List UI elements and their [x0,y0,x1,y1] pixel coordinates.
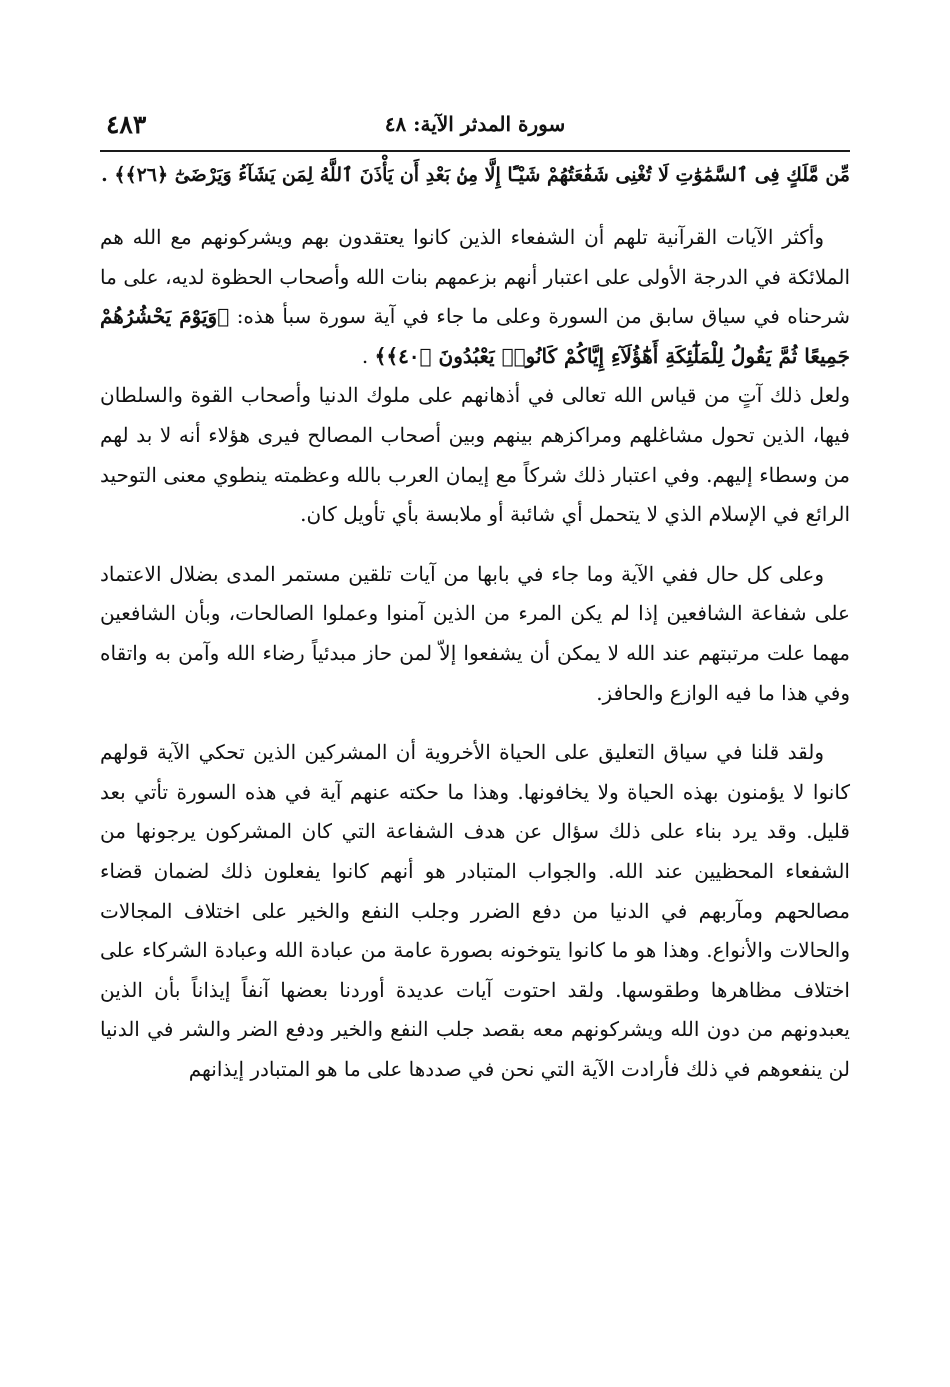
paragraph-1-text: وأكثر الآيات القرآنية تلهم أن الشفعاء الذين كانوا يعتقدون بهم ويشركونهم مع الله هم الملائكة في الدرجة الأولى على اعتبار أنهم بزعمهم بنات الله وأصحاب الحظوة لديه، على ما شرحناه في سياق سابق من السورة وعلى ما جاء في آية سورة سبأ هذه: [100,225,851,329]
page-number: ٤٨٣ [106,110,147,139]
body-text [100,218,850,1109]
paragraph-2: وعلى كل حال ففي الآية وما جاء في بابها من آيات تلقين مستمر المدى بضلال الاعتماد على شفاعة الشافعين إذا لم يكن المرء من الذين آمنوا وعملوا الصالحات، وبأن الشافعين مهما علت مرتبتهم عند الله لا يمكن أن يشفعوا إلاّ لمن حاز مبدئياً رضاء الله وآمن به واتقاه وفي هذا ما فيه الوازع والحافز. [100,561,850,705]
quran-verse-line: مِّن مَّلَكٍ فِى ٱلسَّمَٰوَٰتِ لَا تُغْنِى شَفَٰعَتُهُمْ شَيْـًٔا إِلَّا مِنۢ بَعْدِ أَن يَأْذَنَ ٱللَّهُ لِمَن يَشَآءُ وَيَرْضَىٰٓ ﴿٢٦﴾﴾ . [101,164,850,186]
inline-quran-verse: ﴿وَيَوْمَ يَحْشُرُهُمْ جَمِيعًا ثُمَّ يَقُولُ لِلْمَلَٰٓئِكَةِ أَهَٰٓؤُلَآءِ إِيَّاكُمْ كَانُوا۟ يَعْبُدُونَ ﴿٤٠﴾﴾ [100,304,850,368]
page-header [100,108,850,152]
paragraph-1 [100,218,850,376]
paragraph-3: ولقد قلنا في سياق التعليق على الحياة الأخروية أن المشركين الذين تحكي الآية قولهم كانوا لا يؤمنون بهذه الحياة ولا يخافونها. وهذا ما حكته عنهم آية في هذه السورة تأتي بعد قليل. وقد يرد بناء على ذلك سؤال عن هدف الشفاعة التي كان المشركون يرجونها من الشفعاء المحظيين عند الله. والجواب المتبادر هو أنهم كانوا يفعلون ذلك لضمان قضاء مصالحهم ومآربهم في الدنيا من دفع الضرر وجلب النفع والخير على اختلاف المجالات والحالات والأنواع. وهذا هو ما كانوا يتوخونه بصورة عامة من عبادة الله وعبادة الشركاء على اختلاف مظاهرها وطقوسها. ولقد احتوت آيات عديدة أوردنا بعضها آنفاً إيذاناً بأن الذين يعبدونهم من دون الله ويشركونهم معه بقصد جلب النفع والخير ودفع الضر والشر في الدنيا لن ينفعوهم في ذلك فأرادت الآية التي نحن في صددها على ما هو المتبادر إيذانهم [100,740,850,1081]
verse-period: . [361,343,369,368]
paragraph-1-continued: ولعل ذلك آتٍ من قياس الله تعالى في أذهانهم على ملوك الدنيا وأصحاب القوة والسلطان فيها، الذين تحول مشاغلهم ومراكزهم بينهم وبين أصحاب المصالح فيرى هؤلاء أنه لا بد لهم من وسطاء إليهم. وفي اعتبار ذلك شركاً مع إيمان العرب بالله وعظمته ينطوي معنى التوحيد الرائع في الإسلام الذي لا يتحمل أي شائبة أو ملابسة بأي تأويل كان. [100,383,850,527]
running-head: سورة المدثر الآية: ٤٨ [384,112,566,136]
